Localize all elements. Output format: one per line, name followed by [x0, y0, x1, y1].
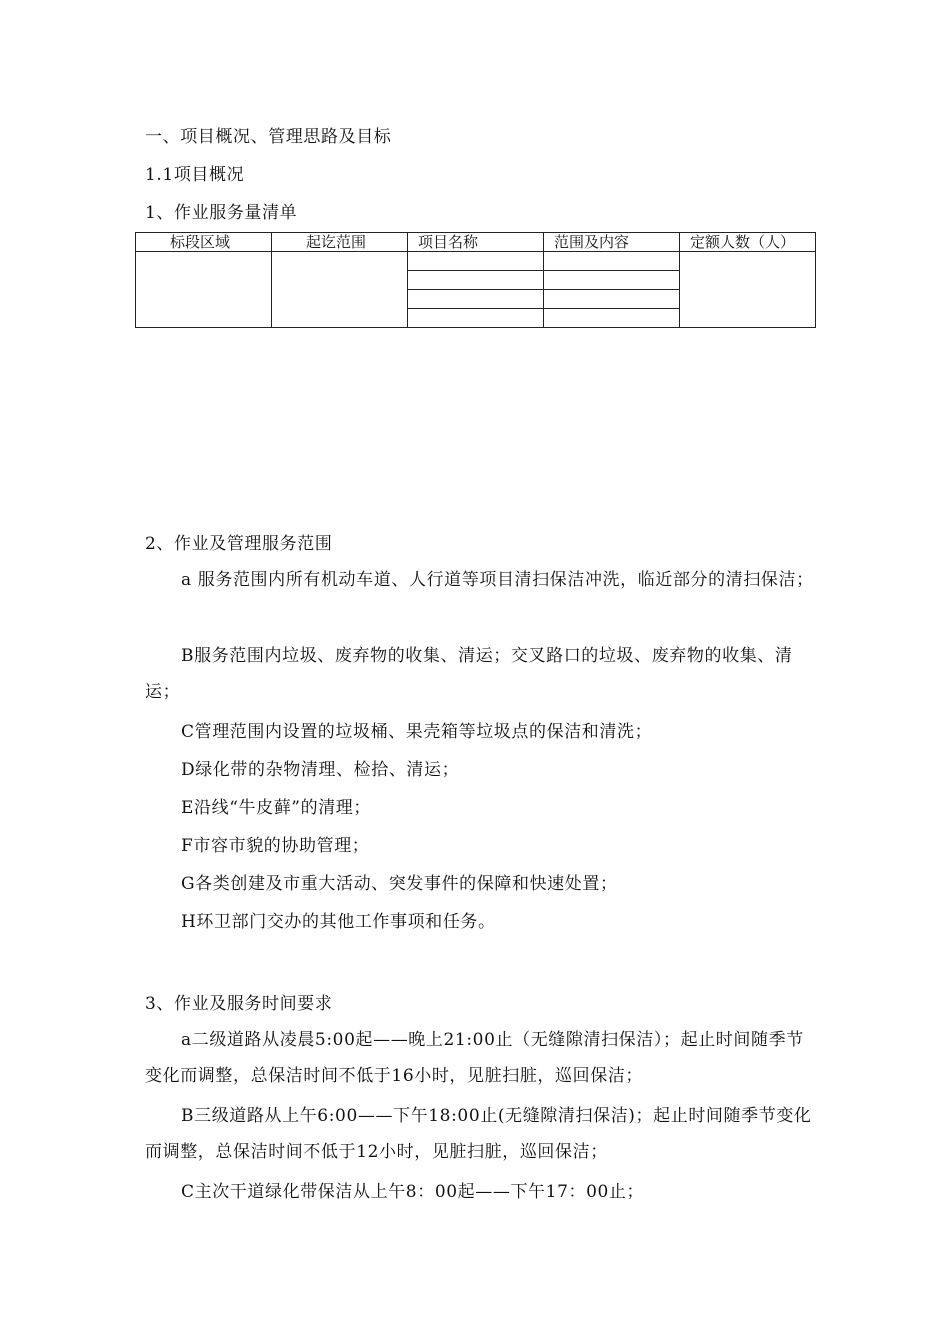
service-volume-table: [135, 232, 816, 328]
section2-title: 2、作业及管理服务范围: [145, 534, 333, 554]
header-start-end-range: 起讫范围: [272, 233, 408, 252]
section2-item-c: C管理范围内设置的垃圾桶、果壳箱等垃圾点的保洁和清洗；: [181, 722, 653, 742]
table-header-row: [136, 233, 816, 252]
table-cell: [544, 290, 680, 309]
table-cell: [544, 309, 680, 328]
section3-item-c: C主次干道绿化带保洁从上午8：00起——下午17：00止；: [181, 1182, 645, 1202]
section2-item-b: B服务范围内垃圾、废弃物的收集、清运；交叉路口的垃圾、废弃物的收集、清运；: [145, 646, 793, 702]
header-scope-content: 范围及内容: [544, 233, 680, 252]
table-cell: [408, 290, 544, 309]
table-cell: [680, 252, 816, 328]
table-cell: [408, 252, 544, 271]
table-cell: [272, 252, 408, 328]
table-cell: [544, 252, 680, 271]
sub-heading: 1.1项目概况: [145, 165, 245, 185]
header-section-area: 标段区域: [136, 233, 272, 252]
section3-item-b: B三级道路从上午6:00——下午18:00止(无缝隙清扫保洁)；起止时间随季节变化而调整，总保洁时间不低于12小时，见脏扫脏，巡回保洁；: [145, 1106, 812, 1162]
main-heading: 一、项目概况、管理思路及目标: [145, 127, 392, 147]
header-project-name: 项目名称: [408, 233, 544, 252]
section2-item-a: a 服务范围内所有机动车道、人行道等项目清扫保洁冲洗，临近部分的清扫保洁；: [181, 570, 814, 590]
section2-item-e: E沿线“牛皮藓”的清理；: [181, 798, 371, 818]
section3-item-a: a二级道路从凌晨5:00起——晚上21:00止（无缝隙清扫保洁）；起止时间随季节变化而调整，总保洁时间不低于16小时，见脏扫脏，巡回保洁；: [145, 1030, 804, 1086]
table-cell: [408, 309, 544, 328]
table-row: [136, 252, 816, 271]
table-cell: [136, 252, 272, 328]
section1-title: 1、作业服务量清单: [145, 203, 298, 223]
section2-item-h: H环卫部门交办的其他工作事项和任务。: [181, 912, 496, 932]
header-quota-headcount: 定额人数（人）: [680, 233, 816, 252]
section3-title: 3、作业及服务时间要求: [145, 994, 333, 1014]
section2-item-d: D绿化带的杂物清理、检拾、清运；: [181, 760, 460, 780]
section2-item-f: F市容市貌的协助管理；: [181, 836, 370, 856]
section2-item-g: G各类创建及市重大活动、突发事件的保障和快速处置；: [181, 874, 618, 894]
table-cell: [544, 271, 680, 290]
table-cell: [408, 271, 544, 290]
